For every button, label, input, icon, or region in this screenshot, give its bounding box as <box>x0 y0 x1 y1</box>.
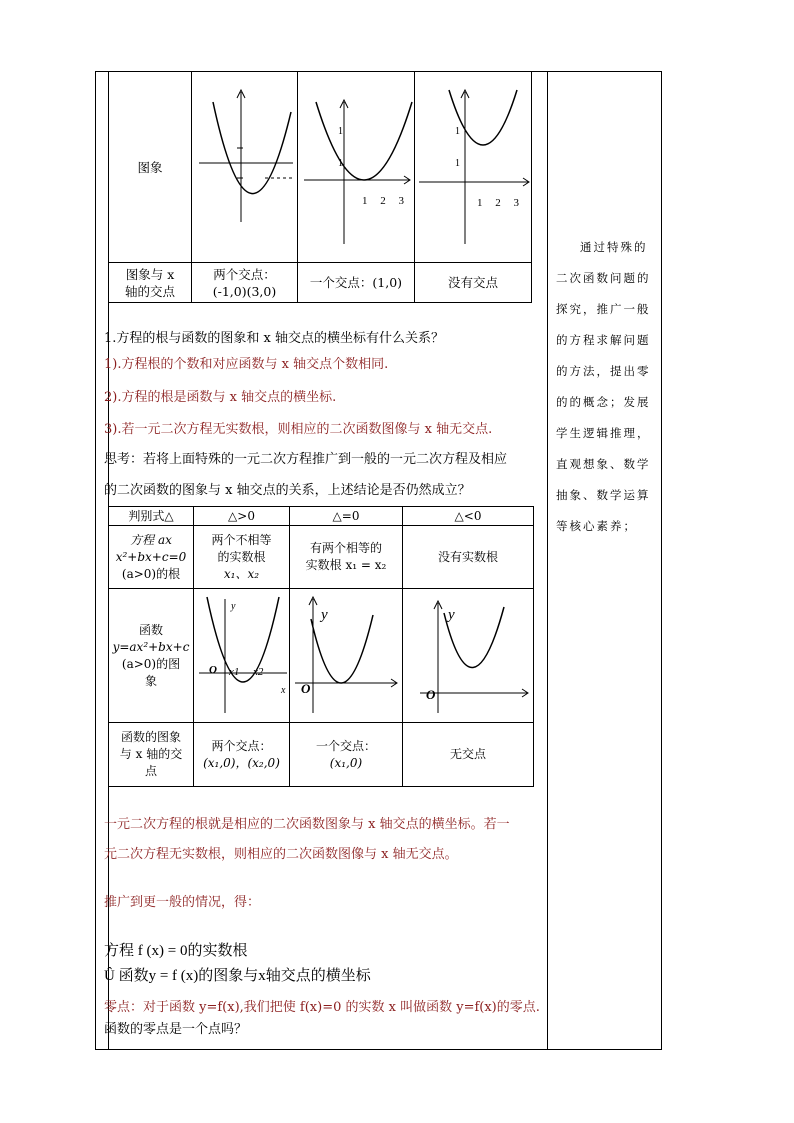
answer-3: 3).若一元二次方程无实数根，则相应的二次函数图像与 x 轴无交点. <box>104 422 493 437</box>
note-line: 的方法，提出零 <box>556 364 651 378</box>
graph-origin-label: O <box>300 681 310 696</box>
points-none: 无交点 <box>403 723 534 787</box>
graph-general-one <box>290 589 403 723</box>
roots-none: 没有实数根 <box>403 526 534 589</box>
svg-text:1: 1 <box>455 158 460 169</box>
think-line-2: 的二次函数的图象与 x 轴交点的关系，上述结论是否仍然成立？ <box>104 483 471 498</box>
graph-origin-label: O <box>425 687 435 702</box>
svg-text:1: 1 <box>338 158 343 169</box>
formula-line-2: Û 函数y = f (x)的图象与x轴交点的横坐标 <box>104 968 371 984</box>
graph-two-roots <box>192 72 298 263</box>
row-label-intersection: 图象与 x 轴的交点 <box>109 263 192 303</box>
graph-general-two <box>194 589 290 723</box>
row-label-points: 函数的图象 与 x 轴的交 点 <box>109 723 194 787</box>
graph-general-none <box>403 589 534 723</box>
teaching-intent-note <box>556 232 656 542</box>
row-label-graph: 图象 <box>109 72 192 263</box>
question-1: 1.方程的根与函数的图象和 x 轴交点的横坐标有什么关系？ <box>104 331 444 346</box>
svg-text:1: 1 <box>455 126 460 137</box>
equivalence-symbol: Û <box>104 968 115 984</box>
row-label-function: 函数 y=ax²+bx+c (a>0)的图 象 <box>109 589 194 723</box>
generalize-text: 推广到更一般的情况，得： <box>104 895 261 910</box>
roots-equal: 有两个相等的 实数根 x₁ = x₂ <box>290 526 403 589</box>
answer-1: 1).方程根的个数和对应函数与 x 轴交点个数相同. <box>104 357 389 372</box>
note-line: 的的概念；发展 <box>556 395 651 409</box>
no-point-cell: 没有交点 <box>415 263 532 303</box>
note-line: 学生逻辑推理， <box>556 426 651 440</box>
graph-y-label: y <box>320 607 328 623</box>
general-cases-table <box>108 506 534 787</box>
graph-one-root <box>298 72 415 263</box>
graph-y-label: y <box>447 607 455 623</box>
roots-distinct: 两个不相等 的实数根 x₁、x₂ <box>194 526 290 589</box>
points-one: 一个交点： (x₁,0) <box>290 723 403 787</box>
answer-2: 2).方程的根是函数与 x 轴交点的横坐标. <box>104 390 337 405</box>
think-line-1: 思考：若将上面特殊的一元二次方程推广到一般的一元二次方程及相应 <box>104 452 508 467</box>
special-cases-table <box>108 71 532 303</box>
graph3-ticks: 1 2 3 <box>477 197 524 209</box>
points-two: 两个交点： (x₁,0)，(x₂,0) <box>194 723 290 787</box>
graph-x-label: x <box>280 685 285 696</box>
formula-line-1: 方程 f (x) = 0的实数根 <box>104 943 248 959</box>
note-line: 通过特殊的 <box>580 240 648 254</box>
graph-origin-label: O <box>208 664 217 676</box>
graph2-ticks: 1 2 3 <box>362 195 409 207</box>
graph-no-root <box>415 72 532 263</box>
two-points-cell: 两个交点： (-1,0)(3,0) <box>192 263 298 303</box>
graph-x1-label: x1 <box>228 666 239 678</box>
header-negative: △<0 <box>403 507 534 526</box>
svg-text:1: 1 <box>338 126 343 137</box>
note-line: 的方程求解问题 <box>556 333 651 347</box>
note-line: 等核心素养； <box>556 519 637 533</box>
graph-y-label: y <box>230 601 235 612</box>
graph-x2-label: x2 <box>252 666 263 678</box>
zero-question: 函数的零点是一个点吗？ <box>104 1022 248 1037</box>
conclusion-line-2: 元二次方程无实数根，则相应的二次函数图像与 x 轴无交点。 <box>104 847 458 862</box>
note-line: 抽象、数学运算 <box>556 488 651 502</box>
conclusion-line-1: 一元二次方程的根就是相应的二次函数图象与 x 轴交点的横坐标。若一 <box>104 817 510 832</box>
frame-right-border <box>547 71 548 1050</box>
header-positive: △>0 <box>194 507 290 526</box>
note-line: 探究，推广一般 <box>556 302 651 316</box>
zero-definition: 零点：对于函数 y=f(x),我们把使 f(x)=0 的实数 x 叫做函数 y=f(x)的零点. <box>104 1000 540 1015</box>
note-line: 直观想象、数学 <box>556 457 651 471</box>
header-discriminant: 判别式△ <box>109 507 194 526</box>
row-label-equation: 方程 ax x²+bx+c=0 (a>0)的根 <box>109 526 194 589</box>
note-line: 二次函数问题的 <box>556 271 651 285</box>
header-zero: △=0 <box>290 507 403 526</box>
one-point-cell: 一个交点：(1,0) <box>298 263 415 303</box>
